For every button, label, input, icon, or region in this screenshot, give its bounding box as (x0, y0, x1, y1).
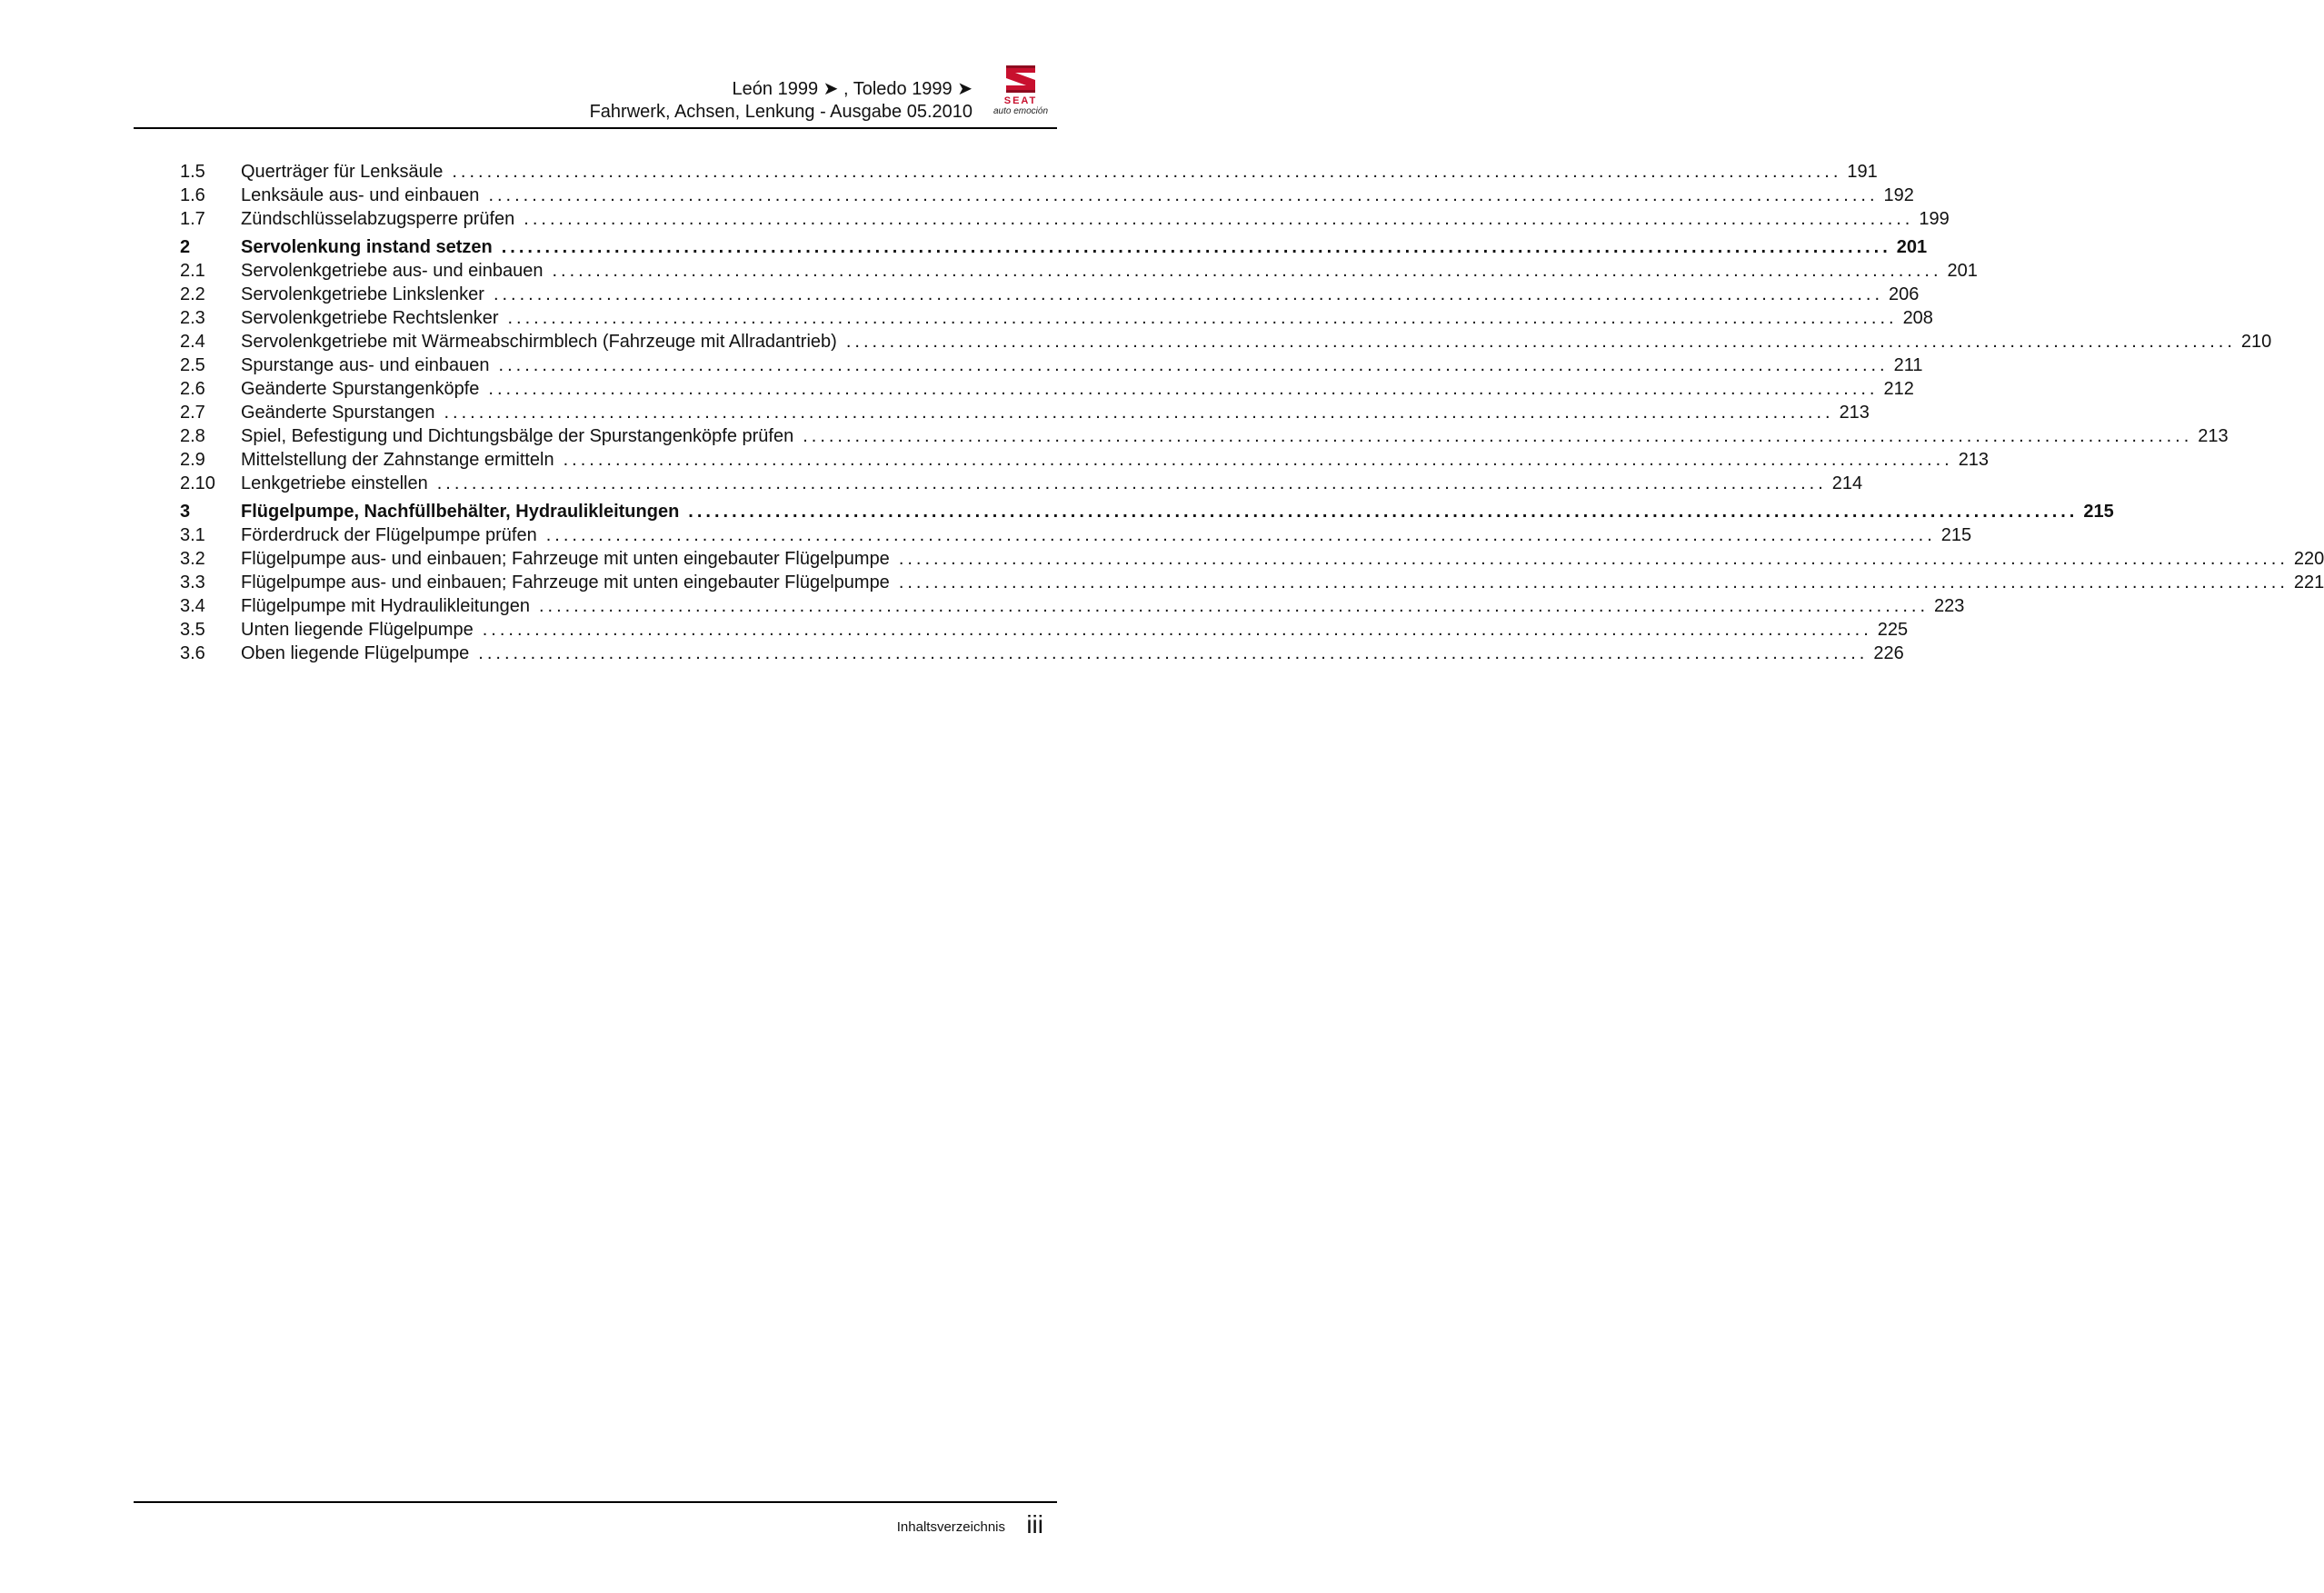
toc-entry-page: 211 (1893, 355, 1923, 375)
toc-entry-page: 192 (1883, 185, 1914, 205)
toc-entry-row[interactable] (180, 283, 1920, 306)
toc-dot-leader: ................................................................................................................................................................ (436, 473, 1827, 493)
toc-entry-row[interactable] (180, 547, 2324, 571)
toc-entry-page: 215 (2083, 502, 2114, 522)
seat-logo-icon (1002, 64, 1039, 95)
toc-dot-leader: ................................................................................................................................................................ (444, 403, 1834, 423)
toc-entry-page: 225 (1877, 620, 1909, 640)
toc-entry-row[interactable] (180, 448, 1990, 472)
toc-entry-number: 2.7 (180, 403, 205, 423)
toc-dot-leader: ................................................................................................................................................................ (488, 379, 1879, 399)
toc-entry-title: Flügelpumpe, Nachfüllbehälter, Hydraulikleitungen (241, 502, 680, 522)
seat-logo (983, 64, 1058, 118)
toc-entry-number: 3.3 (180, 572, 205, 592)
toc-dot-leader: ................................................................................................................................................................ (845, 332, 2236, 352)
toc-chapter-row[interactable] (180, 500, 2114, 523)
toc-entry-title: Oben liegende Flügelpumpe (241, 643, 470, 663)
toc-dot-leader: ................................................................................................................................................................ (507, 308, 1898, 328)
toc-entry-page: 220 (2293, 549, 2324, 569)
toc-entry-page: 212 (1883, 379, 1914, 399)
toc-entry-title: Flügelpumpe aus- und einbauen; Fahrzeuge mit unten eingebauter Flügelpumpe (241, 572, 890, 592)
header-rule (134, 127, 1057, 129)
toc-entry-number: 2.2 (180, 284, 205, 304)
toc-entry-number: 3.6 (180, 643, 205, 663)
logo-name: SEAT (1003, 95, 1038, 106)
toc-entry-page: 213 (2198, 426, 2229, 446)
logo-claim: auto emoción (992, 106, 1049, 116)
header-manual-title: Fahrwerk, Achsen, Lenkung - Ausgabe 05.2010 (589, 102, 972, 122)
toc-entry-row[interactable] (180, 330, 2272, 353)
toc-entry-title: Flügelpumpe aus- und einbauen; Fahrzeuge mit unten eingebauter Flügelpumpe (241, 549, 890, 569)
toc-entry-number: 3.5 (180, 620, 205, 640)
toc-entry-page: 213 (1958, 450, 1990, 470)
toc-dot-leader: ................................................................................................................................................................ (493, 284, 1883, 304)
toc-entry-number: 1.5 (180, 162, 205, 182)
toc-chapter-row[interactable] (180, 235, 1928, 259)
toc-entry-title: Geänderte Spurstangen (241, 403, 435, 423)
toc-dot-leader: ................................................................................................................................................................ (524, 209, 1914, 229)
toc-dot-leader: ................................................................................................................................................................ (688, 502, 2079, 522)
toc-entry-page: 215 (1940, 525, 1972, 545)
toc-entry-number: 2.1 (180, 261, 205, 281)
toc-entry-title: Spurstange aus- und einbauen (241, 355, 490, 375)
toc-entry-title: Zündschlüsselabzugsperre prüfen (241, 209, 515, 229)
toc-entry-page: 208 (1902, 308, 1933, 328)
toc-dot-leader: ................................................................................................................................................................ (552, 261, 1942, 281)
toc-entry-page: 201 (1947, 261, 1978, 281)
toc-entry-title: Servolenkgetriebe Rechtslenker (241, 308, 499, 328)
toc-dot-leader: ................................................................................................................................................................ (498, 355, 1889, 375)
toc-entry-title: Servolenkgetriebe aus- und einbauen (241, 261, 544, 281)
toc-entry-row[interactable] (180, 377, 1914, 401)
footer-rule (134, 1501, 1057, 1503)
toc-entry-number: 2.5 (180, 355, 205, 375)
toc-entry-number: 2 (180, 237, 191, 257)
toc-entry-page: 206 (1889, 284, 1920, 304)
toc-entry-number: 3.2 (180, 549, 205, 569)
toc-entry-page: 201 (1896, 237, 1928, 257)
toc-dot-leader: ................................................................................................................................................................ (488, 185, 1879, 205)
toc-entry-number: 2.8 (180, 426, 205, 446)
toc-entry-title: Servolenkgetriebe mit Wärmeabschirmblech (Fahrzeuge mit Allradantrieb) (241, 332, 837, 352)
toc-entry-title: Lenkgetriebe einstellen (241, 473, 428, 493)
toc-entry-number: 3.4 (180, 596, 205, 616)
footer-section-label: Inhaltsverzeichnis (896, 1519, 1005, 1535)
toc-entry-row[interactable] (180, 184, 1914, 207)
page-header (0, 0, 1127, 132)
toc-entry-page: 223 (1934, 596, 1965, 616)
toc-entry-title: Querträger für Lenksäule (241, 162, 444, 182)
toc-entry-row[interactable] (180, 401, 1870, 424)
toc-entry-page: 199 (1919, 209, 1950, 229)
toc-dot-leader: ................................................................................................................................................................ (501, 237, 1891, 257)
toc-entry-row[interactable] (180, 472, 1863, 495)
toc-entry-title: Lenksäule aus- und einbauen (241, 185, 480, 205)
toc-entry-page: 210 (2240, 332, 2272, 352)
footer-page-number: iii (1026, 1510, 1043, 1538)
toc-entry-row[interactable] (180, 642, 1904, 665)
toc-entry-row[interactable] (180, 160, 1878, 184)
toc-entry-number: 2.3 (180, 308, 205, 328)
toc-dot-leader: ................................................................................................................................................................ (538, 596, 1930, 616)
toc-entry-title: Flügelpumpe mit Hydraulikleitungen (241, 596, 530, 616)
toc-entry-row[interactable] (180, 353, 1923, 377)
toc-entry-page: 213 (1839, 403, 1870, 423)
toc-entry-row[interactable] (180, 618, 1909, 642)
toc-entry-number: 2.4 (180, 332, 205, 352)
toc-entry-title: Unten liegende Flügelpumpe (241, 620, 474, 640)
toc-entry-row[interactable] (180, 424, 2229, 448)
toc-entry-page: 191 (1847, 162, 1878, 182)
toc-entry-title: Servolenkung instand setzen (241, 237, 493, 257)
toc-entry-row[interactable] (180, 259, 1978, 283)
toc-entry-page: 221 (2293, 572, 2324, 592)
toc-entry-number: 2.9 (180, 450, 205, 470)
toc-entry-number: 1.7 (180, 209, 205, 229)
toc-entry-row[interactable] (180, 306, 1933, 330)
header-model-line: León 1999 ➤ , Toledo 1999 ➤ (732, 79, 972, 99)
toc-entry-page: 226 (1873, 643, 1904, 663)
toc-entry-page: 214 (1831, 473, 1863, 493)
toc-entry-title: Servolenkgetriebe Linkslenker (241, 284, 484, 304)
table-of-contents (180, 160, 2324, 665)
toc-entry-number: 2.10 (180, 473, 215, 493)
toc-dot-leader: ................................................................................................................................................................ (803, 426, 2193, 446)
toc-entry-number: 2.6 (180, 379, 205, 399)
header-text (590, 78, 972, 124)
toc-dot-leader: ................................................................................................................................................................ (452, 162, 1842, 182)
toc-entry-title: Mittelstellung der Zahnstange ermitteln (241, 450, 554, 470)
toc-dot-leader: ................................................................................................................................................................ (478, 643, 1869, 663)
toc-entry-title: Geänderte Spurstangenköpfe (241, 379, 480, 399)
toc-entry-number: 1.6 (180, 185, 205, 205)
toc-entry-row[interactable] (180, 571, 2324, 594)
toc-entry-row[interactable] (180, 207, 1950, 231)
toc-entry-row[interactable] (180, 594, 1965, 618)
toc-entry-number: 3.1 (180, 525, 205, 545)
toc-dot-leader: ................................................................................................................................................................ (898, 572, 2289, 592)
toc-dot-leader: ................................................................................................................................................................ (563, 450, 1953, 470)
toc-entry-number: 3 (180, 502, 191, 522)
toc-dot-leader: ................................................................................................................................................................ (545, 525, 1936, 545)
toc-dot-leader: ................................................................................................................................................................ (482, 620, 1872, 640)
toc-entry-title: Spiel, Befestigung und Dichtungsbälge der Spurstangenköpfe prüfen (241, 426, 794, 446)
toc-entry-title: Förderdruck der Flügelpumpe prüfen (241, 525, 537, 545)
toc-entry-row[interactable] (180, 523, 1972, 547)
toc-dot-leader: ................................................................................................................................................................ (898, 549, 2289, 569)
